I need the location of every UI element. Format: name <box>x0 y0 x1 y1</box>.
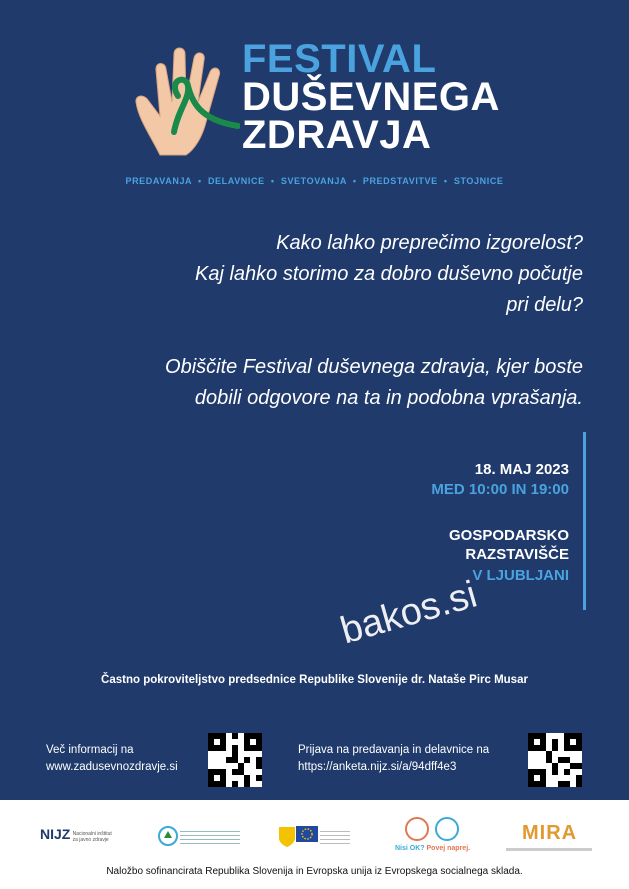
title-line-3: ZDRAVJA <box>242 113 432 157</box>
accent-divider <box>583 432 586 610</box>
mira-subtext-line <box>506 848 592 851</box>
questions-block <box>63 228 583 321</box>
watermark: bakos.si <box>336 573 482 653</box>
speech-bubbles-icon <box>403 816 463 844</box>
invite-line-2: dobili odgovore na ta in podobna vprašanja. <box>194 387 583 409</box>
invite-block <box>43 352 583 414</box>
campaign-slogan: Nisi OK? Povej naprej. <box>395 845 471 852</box>
activity-list: PREDAVANJA • DELAVNICE • SVETOVANJA • PREDSTAVITVE • STOJNICE <box>125 176 504 186</box>
event-venue-line-2: RAZSTAVIŠČE <box>465 546 569 563</box>
qr-code-website-icon[interactable] <box>208 733 262 787</box>
eu-flag-icon <box>296 826 318 842</box>
ministry-crest-icon <box>158 824 178 848</box>
event-date: 18. MAJ 2023 <box>474 461 569 478</box>
mira-logo: MIRA <box>522 822 578 844</box>
info-left <box>46 742 178 776</box>
event-time: MED 10:00 IN 19:00 <box>431 481 569 498</box>
info-right <box>298 742 489 776</box>
festival-title <box>242 37 500 157</box>
info-right-url[interactable]: https://anketa.nijz.si/a/94dff4e3 <box>298 761 457 773</box>
title-line-2: DUŠEVNEGA <box>242 75 500 119</box>
ministry-text-block <box>180 828 240 846</box>
info-left-url[interactable]: www.zadusevnozdravje.si <box>46 761 178 773</box>
qr-code-registration-icon[interactable] <box>528 733 582 787</box>
question-line-2: Kaj lahko storimo za dobro duševno počutje <box>194 263 583 285</box>
info-left-line-1: Več informacij na <box>46 744 134 756</box>
question-line-1: Kako lahko preprečimo izgorelost? <box>276 232 583 254</box>
event-city: V LJUBLJANI <box>472 567 569 584</box>
event-venue-line-1: GOSPODARSKO <box>448 527 569 544</box>
hand-ribbon-logo-icon <box>130 40 240 160</box>
info-right-line-1: Prijava na predavanja in delavnice na <box>298 744 490 756</box>
funding-footer: Naložbo sofinancirata Republika Slovenija in Evropska unija iz Evropskega socialnega sklada. <box>106 866 523 877</box>
slovenia-crest-icon <box>278 826 296 848</box>
nijz-logo: NIJZ Nacionalni inštitut za javno zdravje <box>40 826 112 843</box>
invite-line-1: Obiščite Festival duševnega zdravja, kjer boste <box>165 356 583 378</box>
eu-text-block <box>320 828 350 844</box>
title-line-1: FESTIVAL <box>242 37 437 81</box>
patronage-text: Častno pokroviteljstvo predsednice Republike Slovenije dr. Nataše Pirc Musar <box>101 674 528 686</box>
question-line-3: pri delu? <box>506 294 583 316</box>
